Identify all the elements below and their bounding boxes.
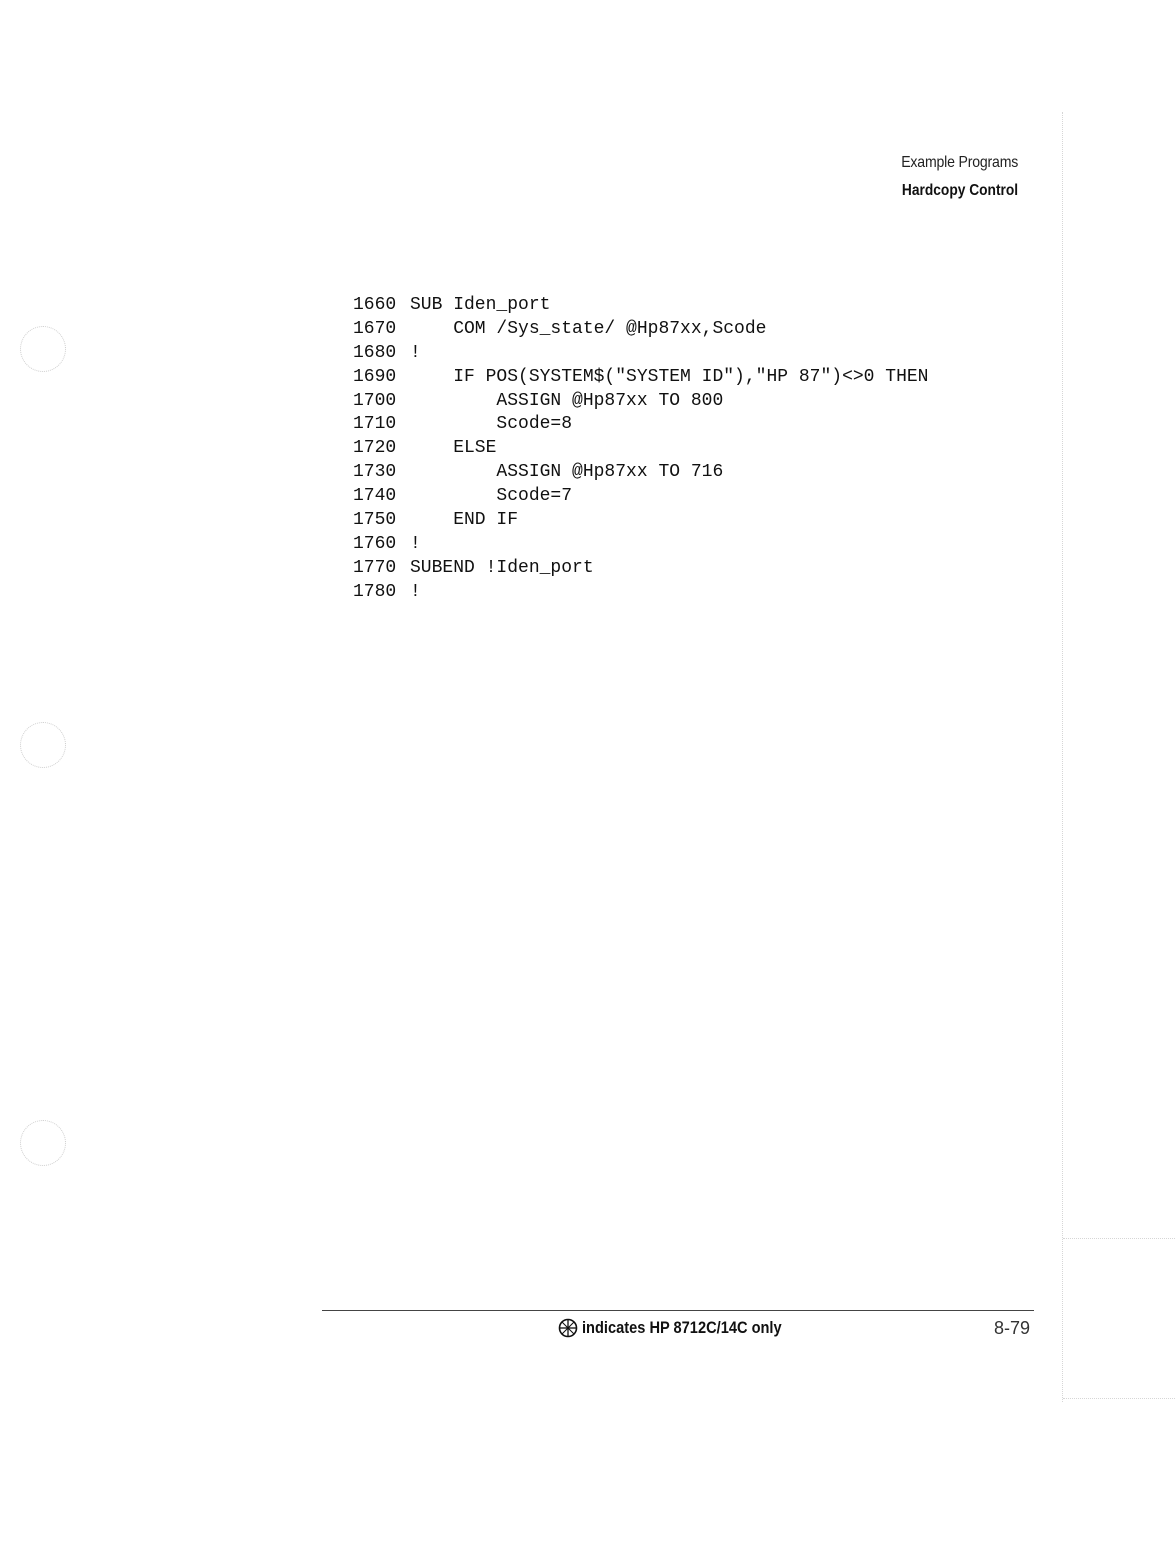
punch-hole-middle — [20, 722, 66, 768]
code-line — [353, 533, 928, 557]
line-text: ELSE — [410, 438, 497, 459]
line-text: ASSIGN @Hp87xx TO 716 — [410, 462, 724, 483]
line-number: 1700 — [353, 390, 397, 411]
code-line — [353, 294, 928, 318]
line-text: ! — [410, 533, 421, 554]
line-number: 1750 — [353, 510, 397, 531]
code-line — [353, 485, 928, 509]
line-number: 1720 — [353, 438, 397, 459]
running-head-section: Example Programs — [901, 154, 1018, 171]
line-text: END IF — [410, 510, 519, 531]
code-line — [353, 342, 928, 366]
line-text: Scode=7 — [410, 486, 573, 507]
footer-rule — [322, 1310, 1034, 1311]
running-head-subsection: Hardcopy Control — [901, 182, 1018, 199]
line-number: 1660 — [353, 295, 397, 315]
code-line — [353, 437, 928, 461]
running-head — [883, 152, 1018, 202]
line-number: 1730 — [353, 462, 397, 483]
line-text: ASSIGN @Hp87xx TO 800 — [410, 390, 724, 411]
hp-8712c-symbol-icon — [558, 1318, 578, 1338]
line-text: COM /Sys_state/ @Hp87xx,Scode — [410, 318, 767, 339]
line-number: 1770 — [353, 557, 397, 578]
line-number: 1690 — [353, 366, 397, 387]
line-text: Scode=8 — [410, 414, 573, 435]
code-line — [353, 461, 928, 485]
line-text: SUB Iden_port — [410, 295, 551, 315]
punch-hole-bottom — [20, 1120, 66, 1166]
line-number: 1670 — [353, 318, 397, 339]
code-line — [353, 413, 928, 437]
section-tab-strip — [1062, 112, 1176, 1402]
page-number: 8-79 — [994, 1318, 1031, 1338]
line-number: 1680 — [353, 342, 397, 363]
line-text: IF POS(SYSTEM$("SYSTEM ID"),"HP 87")<>0 THEN — [410, 366, 929, 387]
line-number: 1780 — [353, 581, 397, 602]
code-line — [353, 509, 928, 533]
line-number: 1740 — [353, 486, 397, 507]
punch-hole-top — [20, 326, 66, 372]
code-line — [353, 581, 928, 605]
code-line — [353, 557, 928, 581]
footer-note-text: indicates HP 8712C/14C only — [582, 1318, 782, 1337]
code-listing — [353, 294, 928, 605]
line-text: SUBEND !Iden_port — [410, 557, 594, 578]
footer-note — [558, 1318, 814, 1338]
line-number: 1760 — [353, 533, 397, 554]
code-line — [353, 390, 928, 414]
line-text: ! — [410, 342, 421, 363]
line-text: ! — [410, 581, 421, 602]
code-line — [353, 318, 928, 342]
line-number: 1710 — [353, 414, 397, 435]
code-line — [353, 366, 928, 390]
